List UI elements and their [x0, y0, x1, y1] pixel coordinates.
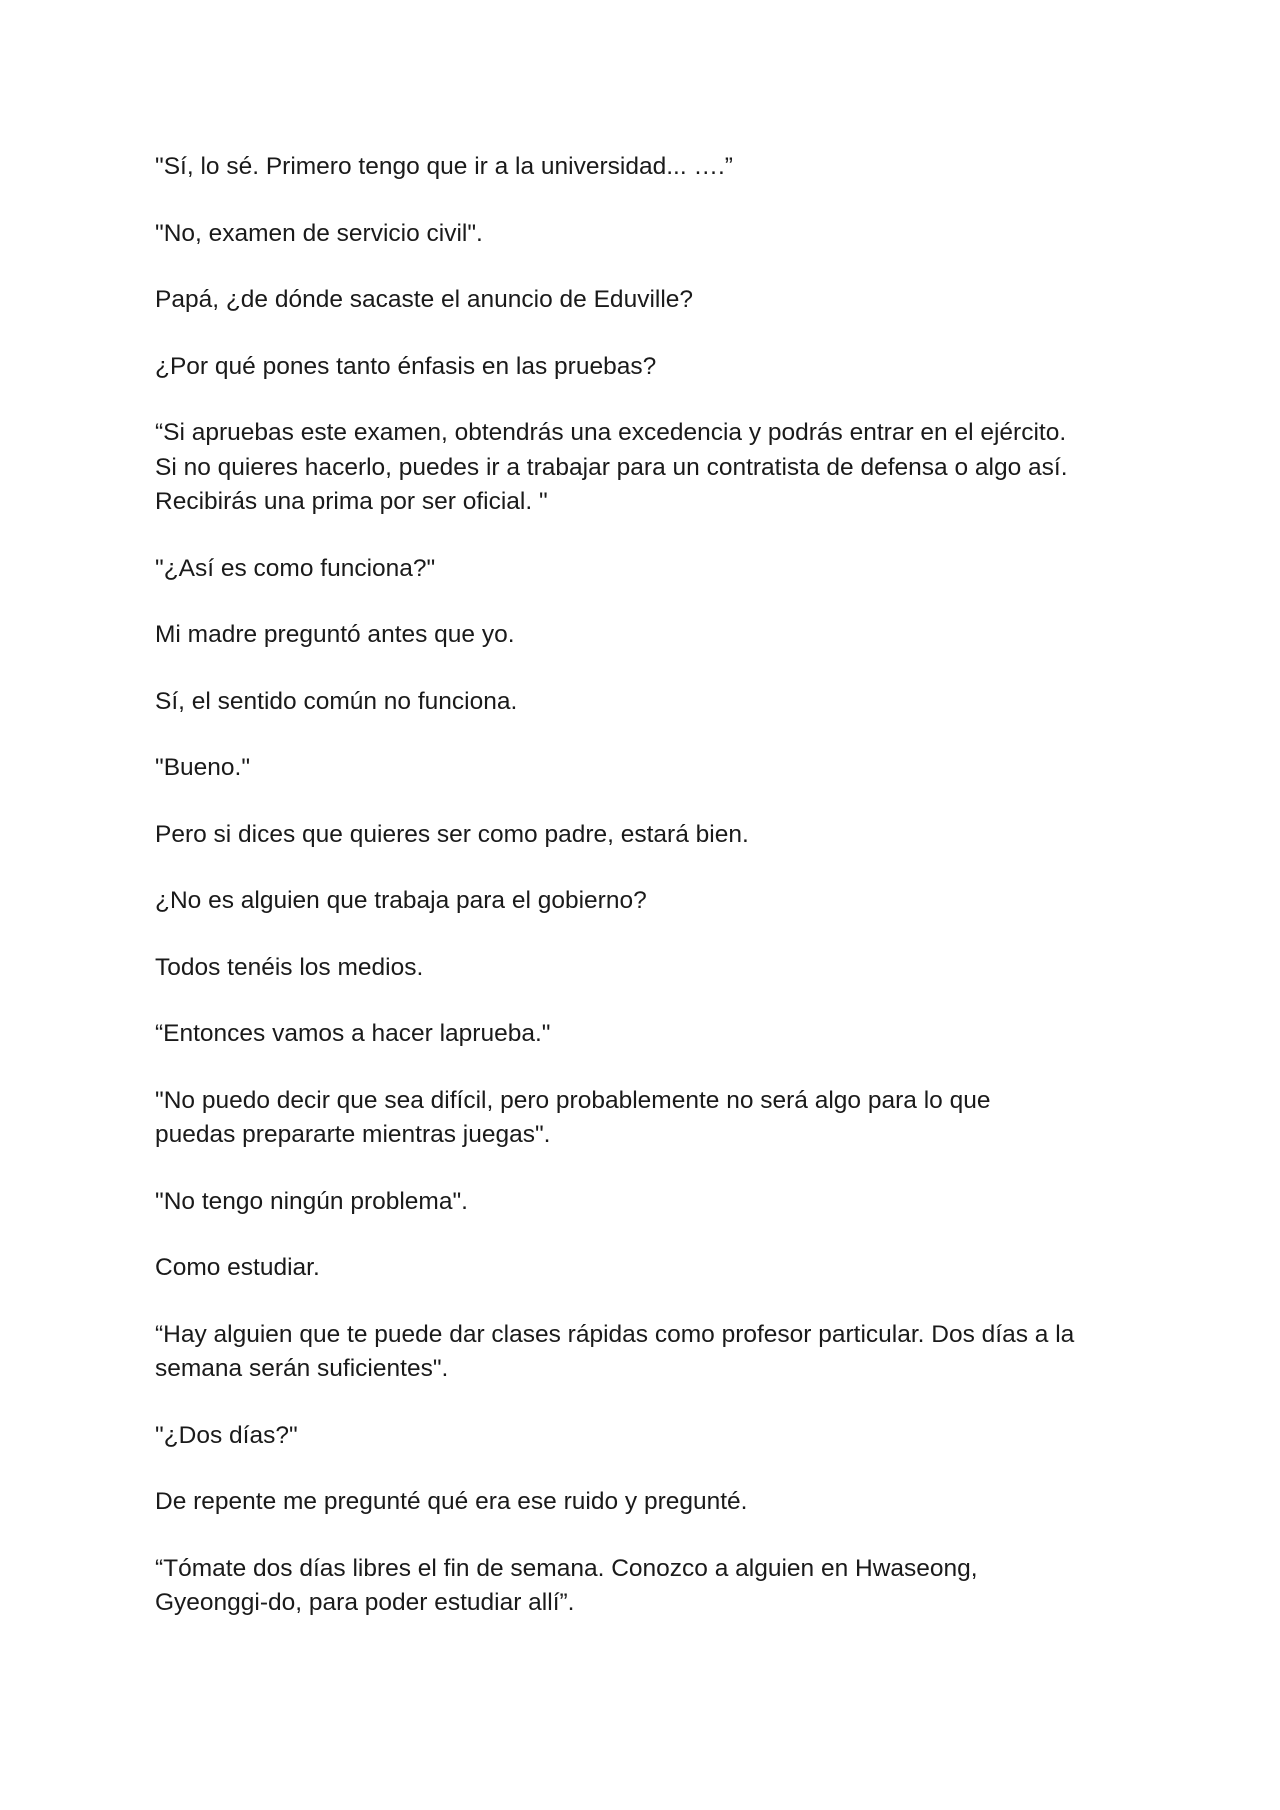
- text-line: De repente me pregunté qué era ese ruido y pregunté.: [155, 1488, 748, 1515]
- paragraph: [155, 818, 1155, 853]
- text-line: “Entonces vamos a hacer laprueba.": [155, 1020, 551, 1047]
- text-line: "¿Dos días?": [155, 1421, 298, 1449]
- paragraph: [155, 1251, 1155, 1286]
- text-line: puedas prepararte mientras juegas".: [155, 1121, 551, 1148]
- document-body: [155, 150, 1155, 1653]
- paragraph: [155, 951, 1155, 986]
- text-line: Todos tenéis los medios.: [155, 953, 424, 981]
- text-line: Si no quieres hacerlo, puedes ir a trabajar para un contratista de defensa o algo así.: [155, 453, 1068, 481]
- paragraph: [155, 751, 1155, 786]
- text-line: "Bueno.": [155, 754, 251, 781]
- paragraph: [155, 150, 1155, 185]
- paragraph: [155, 552, 1155, 587]
- text-line: "Sí, lo sé. Primero tengo que ir a la universidad... ….”: [155, 153, 733, 180]
- paragraph: [155, 1485, 1155, 1520]
- text-line: ¿Por qué pones tanto énfasis en las pruebas?: [155, 352, 657, 380]
- text-line: Pero si dices que quieres ser como padre, estará bien.: [155, 820, 749, 848]
- text-line: Recibirás una prima por ser oficial. ": [155, 488, 548, 515]
- paragraph: [155, 1318, 1155, 1387]
- text-line: "No, examen de servicio civil".: [155, 219, 483, 247]
- text-line: Como estudiar.: [155, 1254, 320, 1281]
- text-line: “Tómate dos días libres el fin de semana. Conozco a alguien en Hwaseong,: [155, 1554, 978, 1582]
- paragraph: [155, 685, 1155, 720]
- text-line: Sí, el sentido común no funciona.: [155, 687, 518, 715]
- paragraph: [155, 1419, 1155, 1454]
- text-line: “Hay alguien que te puede dar clases rápidas como profesor particular. Dos días a la: [155, 1320, 1075, 1348]
- paragraph: [155, 416, 1155, 520]
- text-line: Papá, ¿de dónde sacaste el anuncio de Eduville?: [155, 286, 694, 313]
- text-line: "¿Así es como funciona?": [155, 554, 436, 582]
- text-line: "No tengo ningún problema".: [155, 1187, 468, 1215]
- text-line: Gyeonggi-do, para poder estudiar allí”.: [155, 1589, 575, 1616]
- paragraph: [155, 884, 1155, 919]
- paragraph: [155, 1084, 1155, 1153]
- text-line: semana serán suficientes".: [155, 1355, 449, 1382]
- text-line: “Si apruebas este examen, obtendrás una excedencia y podrás entrar en el ejército.: [155, 419, 1067, 446]
- text-line: "No puedo decir que sea difícil, pero probablemente no será algo para lo que: [155, 1086, 991, 1114]
- paragraph: [155, 618, 1155, 653]
- text-line: Mi madre preguntó antes que yo.: [155, 621, 515, 648]
- paragraph: [155, 1185, 1155, 1220]
- paragraph: [155, 217, 1155, 252]
- text-line: ¿No es alguien que trabaja para el gobierno?: [155, 887, 647, 914]
- paragraph: [155, 1552, 1155, 1621]
- paragraph: [155, 283, 1155, 318]
- paragraph: [155, 1017, 1155, 1052]
- paragraph: [155, 350, 1155, 385]
